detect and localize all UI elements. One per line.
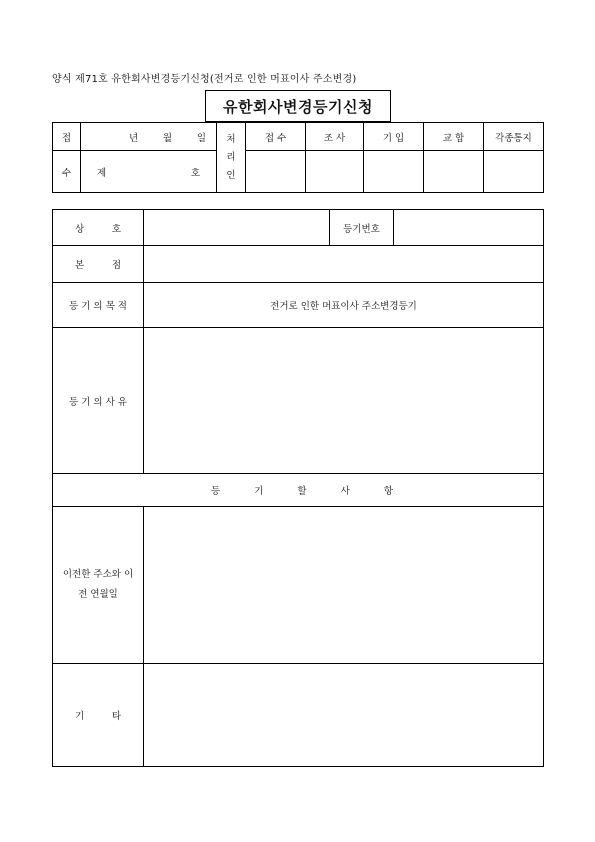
form-title: 유한회사변경등기신청	[205, 90, 391, 122]
processor-label-char: 처	[226, 133, 236, 145]
receipt-label-bottom: 수	[53, 151, 81, 193]
verify-stamp-cell[interactable]	[424, 151, 484, 193]
head-office-field[interactable]	[144, 246, 544, 283]
label-char: 상	[75, 223, 85, 235]
label-char: 기	[75, 711, 85, 722]
header-char: 사	[340, 486, 350, 497]
registration-form-table	[52, 209, 544, 767]
label-char: 타	[111, 711, 121, 722]
relocated-address-label-line2: 전 연월일	[78, 589, 118, 600]
receipt-label-top: 접	[53, 123, 81, 151]
head-office-label	[53, 246, 144, 283]
registration-reason-field[interactable]	[144, 328, 544, 474]
registration-number-field[interactable]	[394, 210, 544, 246]
company-name-field[interactable]	[144, 210, 330, 246]
processor-label	[217, 123, 246, 193]
header-char: 할	[297, 486, 307, 497]
other-label	[53, 664, 144, 767]
company-name-label	[53, 210, 144, 246]
entry-stamp-cell[interactable]	[364, 151, 424, 193]
label-char: 점	[111, 260, 121, 271]
col-receipt-header: 접 수	[246, 123, 306, 151]
relocated-address-field[interactable]	[144, 507, 544, 664]
form-number-caption: 양식 제71호 유한회사변경등기신청(전거로 인한 머표이사 주소변경)	[52, 74, 357, 85]
receipt-number-field[interactable]	[81, 151, 217, 193]
other-field[interactable]	[144, 664, 544, 767]
notice-stamp-cell[interactable]	[484, 151, 544, 193]
col-notice-header: 각종통지	[484, 123, 544, 151]
registration-reason-label: 등 기 의 사 유	[53, 328, 144, 474]
number-prefix-label: 제	[97, 167, 107, 179]
header-char: 기	[254, 486, 264, 497]
col-review-header: 조 사	[306, 123, 364, 151]
col-entry-header: 기 입	[364, 123, 424, 151]
header-char: 등	[211, 486, 221, 497]
receipt-table	[52, 122, 544, 193]
day-label: 일	[196, 132, 206, 144]
receipt-stamp-cell[interactable]	[246, 151, 306, 193]
col-verify-header: 교 합	[424, 123, 484, 151]
registration-matters-header	[53, 474, 544, 507]
relocated-address-label	[53, 507, 144, 664]
label-char: 본	[75, 260, 85, 271]
registration-purpose-label: 등 기 의 목 적	[53, 283, 144, 328]
registration-purpose-field[interactable]: 전거로 인한 머표이사 주소변경등기	[144, 283, 544, 328]
review-stamp-cell[interactable]	[306, 151, 364, 193]
receipt-date-field[interactable]	[81, 123, 217, 151]
registration-number-label: 등기번호	[330, 210, 394, 246]
relocated-address-label-line1: 이전한 주소와 이	[62, 569, 134, 580]
processor-label-char: 인	[226, 169, 236, 181]
processor-label-char: 리	[226, 151, 236, 163]
header-char: 항	[383, 486, 393, 497]
label-char: 호	[111, 223, 121, 235]
year-label: 년	[129, 132, 139, 144]
number-suffix-label: 호	[190, 167, 200, 179]
month-label: 월	[162, 132, 173, 144]
